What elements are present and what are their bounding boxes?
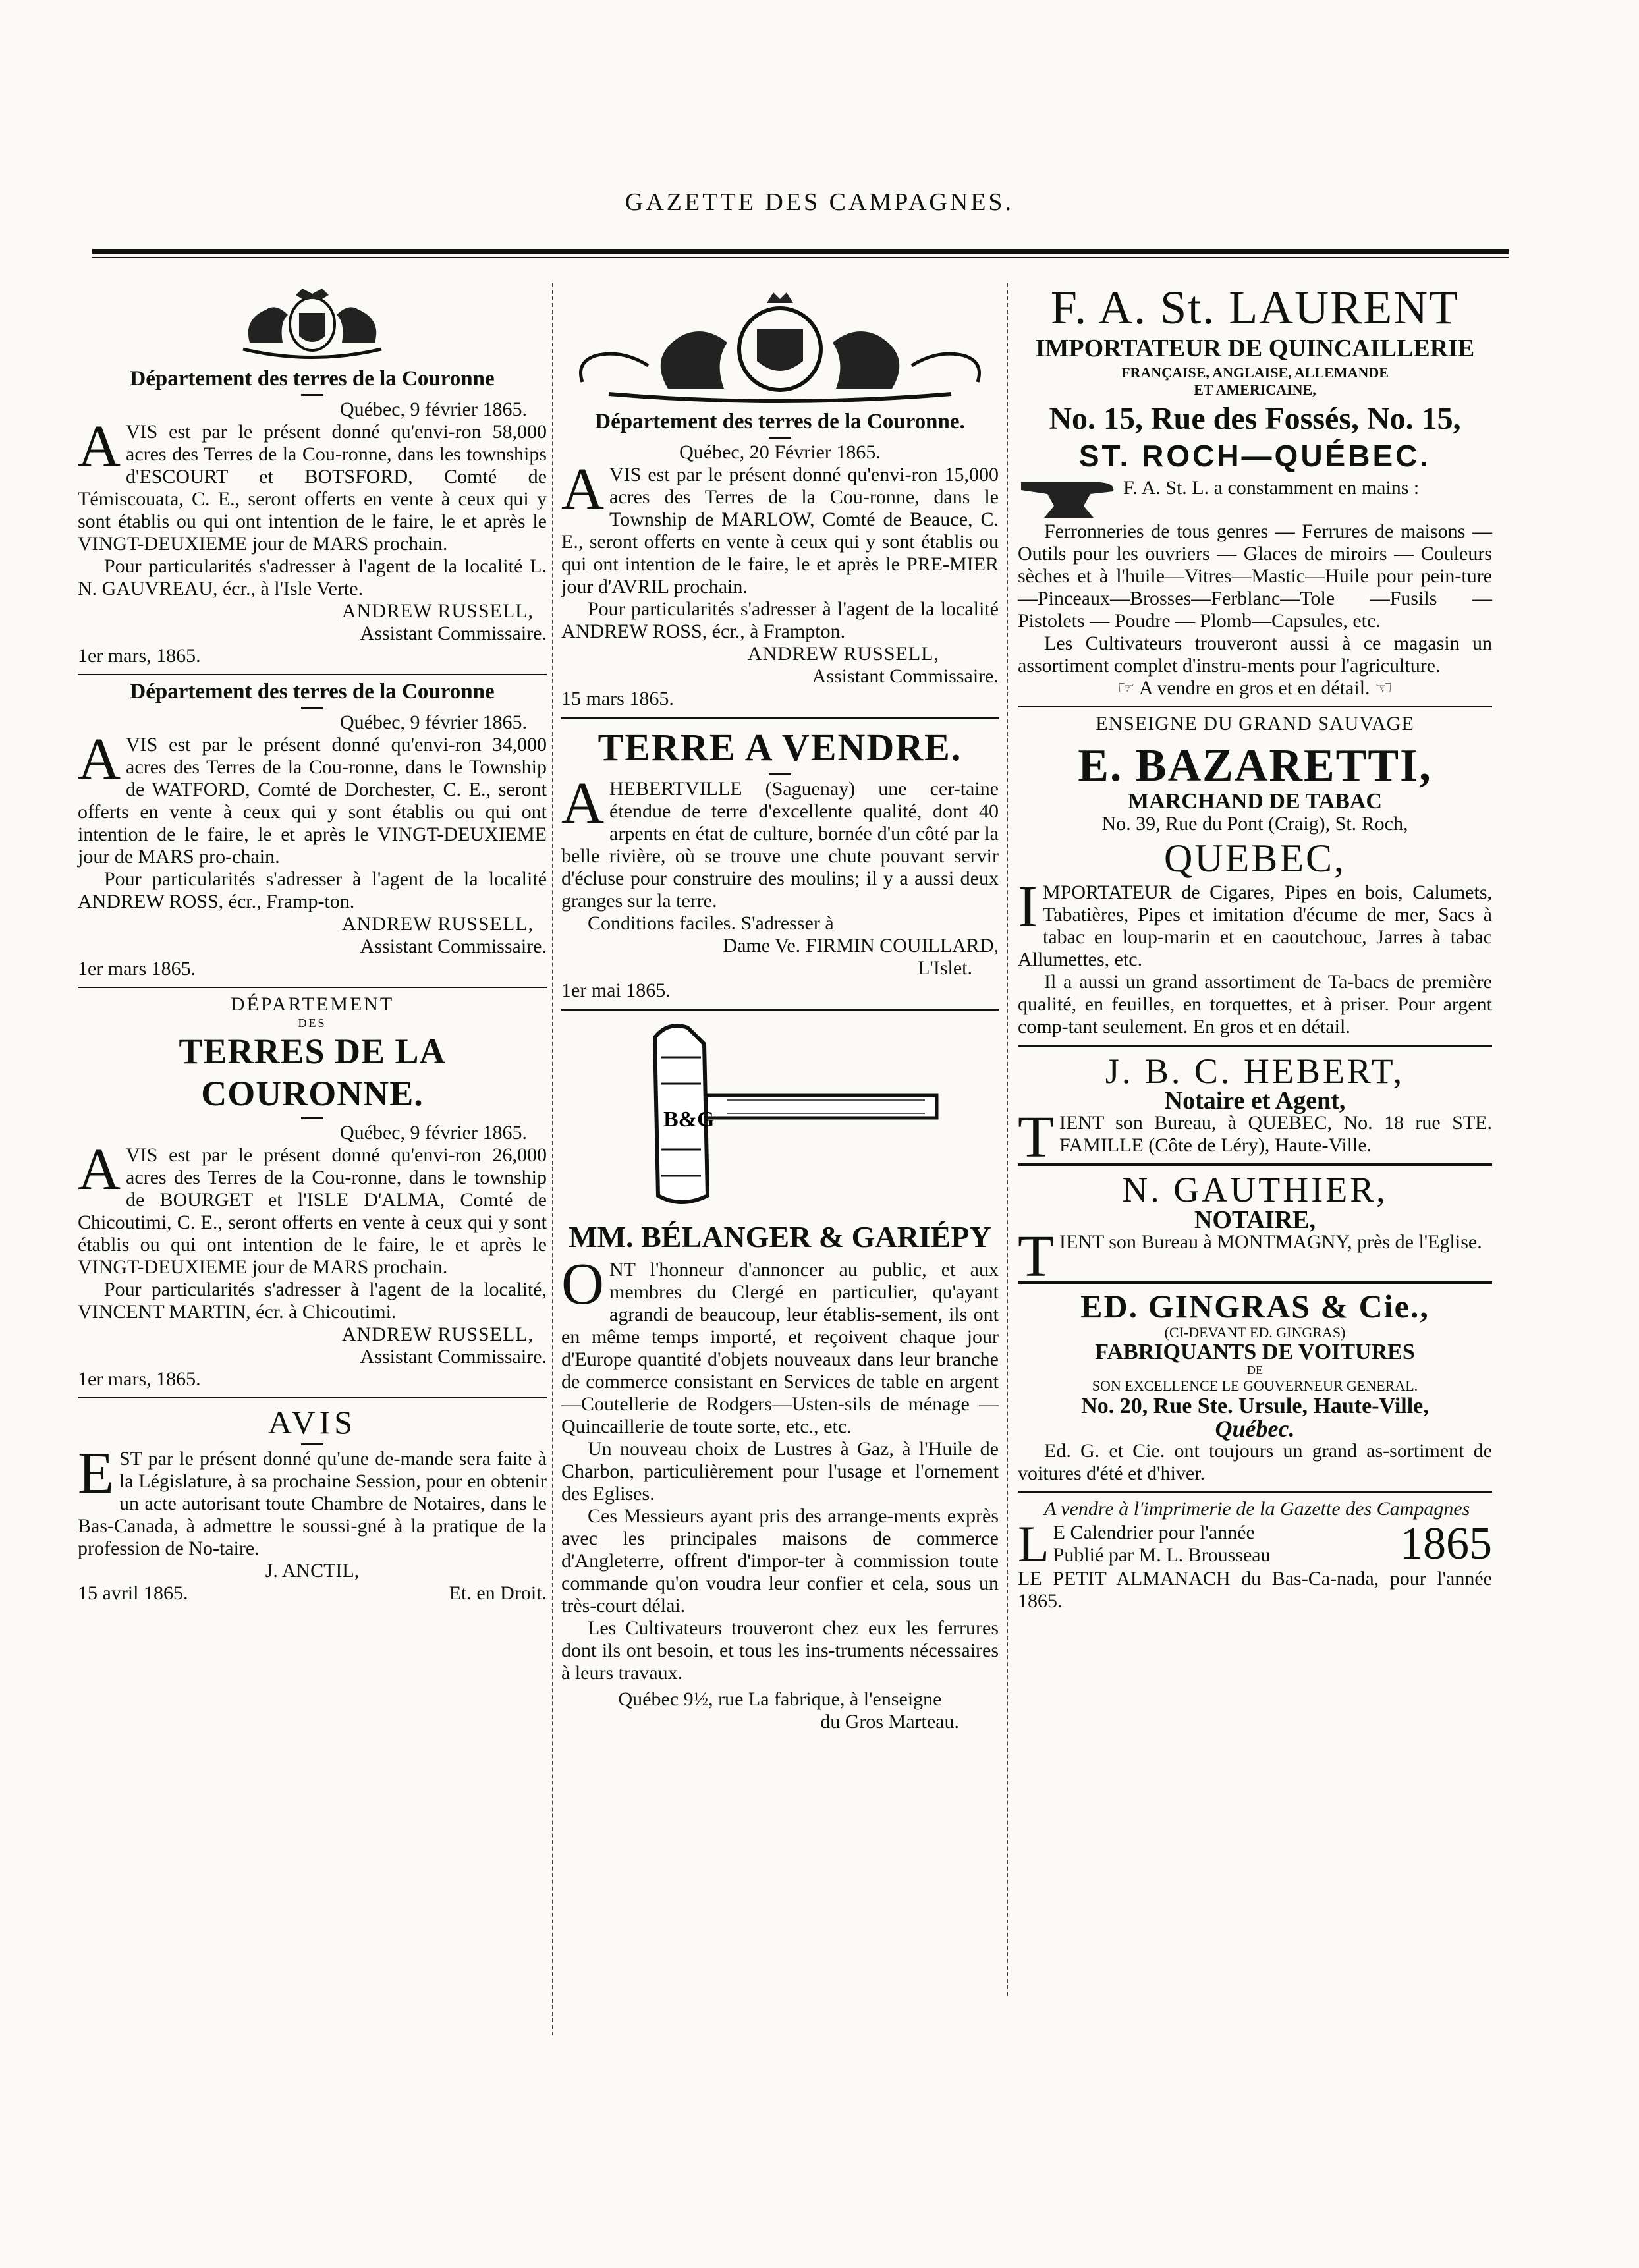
- notice-signer: ANDREW RUSSELL,: [747, 643, 939, 665]
- notice-des: DES: [298, 1016, 327, 1030]
- notice-particulars: Pour particularités s'adresser à l'agent de la localité L. N. GAUVREAU, écr., à l'Isle Verte.: [78, 555, 547, 599]
- drop-cap: A: [78, 1137, 121, 1202]
- terre-conditions: Conditions faciles. S'adresser à: [588, 912, 834, 934]
- notice-particulars: Pour particularités s'adresser à l'agent de la localité, VINCENT MARTIN, écr. à Chicoutimi.: [78, 1279, 547, 1323]
- notice-body: AVIS est par le présent donné qu'envi-ron 58,000 acres des Terres de la Cou-ronne, dans les townships d'ESCOURT et BOTSFORD, Comté de Témiscouata, C. E., seront offerts en vente à ceux qui y sont établis ou qui ont intention de le faire, le et après le VINGT-DEUXIEME jour de MARS prochain.: [78, 414, 547, 555]
- calendar-block: [1018, 1514, 1492, 1572]
- page-title: GAZETTE DES CAMPAGNES.: [625, 188, 1014, 216]
- gauthier-title: NOTAIRE,: [1194, 1206, 1316, 1234]
- notice-signer-role: Assistant Commissaire.: [360, 622, 547, 644]
- belanger-sign: du Gros Marteau.: [820, 1711, 959, 1732]
- hammer-icon: [596, 1018, 964, 1215]
- notice-issued-date: 1er mars 1865.: [78, 958, 196, 980]
- notice-signer: ANDREW RUSSELL,: [341, 600, 534, 622]
- drop-cap: O: [561, 1252, 604, 1317]
- notice-body: AVIS est par le présent donné qu'envi-ron 26,000 acres des Terres de la Cou-ronne, dans le township de BOURGET et l'ISLE D'ALMA, Comté de Chicoutimi, C. E., seront offerts en vente à ceux qui y sont établis ou qui ont intention de le faire, le et après le VINGT-DEUXIEME jour de MARS prochain.: [78, 1137, 547, 1278]
- gauthier-name: N. GAUTHIER,: [1122, 1170, 1388, 1210]
- notice-signer-role: Assistant Commissaire.: [812, 665, 999, 687]
- laurent-city: ST. ROCH—QUÉBEC.: [1078, 438, 1431, 473]
- royal-arms-icon: [569, 283, 991, 405]
- notice-date: Québec, 9 février 1865.: [339, 1122, 527, 1144]
- notice-issued-date: 15 mars 1865.: [561, 688, 674, 709]
- terre-title: TERRE A VENDRE.: [597, 726, 962, 769]
- notice-date: Québec, 20 Février 1865.: [679, 441, 881, 463]
- notice-signer-role: Assistant Commissaire.: [360, 1346, 547, 1368]
- bazaretti-sign: ENSEIGNE DU GRAND SAUVAGE: [1096, 713, 1414, 735]
- belanger-commission: Ces Messieurs ayant pris des arrange-ments exprès avec les principales maisons de commerce d'Angleterre, offrent d'impor-ter à commission toute commande qu'on voudra leur confier et cela, sous un très-court délai.: [561, 1505, 999, 1617]
- pointing-hand-icon: ☜: [1375, 677, 1393, 700]
- laurent-name: F. A. St. LAURENT: [1050, 281, 1460, 334]
- notice-particulars: Pour particularités s'adresser à l'agent de la localité ANDREW ROSS, écr., Framp-ton.: [78, 868, 547, 912]
- header-rule: [92, 249, 1509, 254]
- header-rule-thin: [92, 257, 1509, 258]
- belanger-body: ONT l'honneur d'annoncer au public, et aux membres du Clergé en particulier, qu'ayant agrandi de beaucoup, leur établis-sement, ils ont en même temps importé, et reçoivent chaque jour d'Europe quantité d'objets nouveaux dans leur branche de commerce consistant en Services de table en argent—Coutellerie de Rodgers—Usten-sils de ménage — Quincaillerie de toute sorte, etc., etc.: [561, 1252, 999, 1437]
- hammer-label: B&G: [663, 1107, 715, 1132]
- column-separator: [552, 283, 553, 2035]
- avis-signer: J. ANCTIL,: [265, 1560, 360, 1582]
- laurent-address: No. 15, Rue des Fossés, No. 15,: [1049, 401, 1461, 437]
- drop-cap: I: [1018, 873, 1038, 939]
- bazaretti-city: QUEBEC,: [1164, 836, 1346, 880]
- hebert-title: Notaire et Agent,: [1164, 1087, 1346, 1115]
- bazaretti-name: E. BAZARETTI,: [1078, 740, 1432, 792]
- drop-cap: L: [1018, 1514, 1049, 1572]
- drop-cap: E: [78, 1441, 114, 1506]
- notice-department: Département des terres de la Couronne: [130, 367, 495, 391]
- laurent-gros: ☞ A vendre en gros et en détail. ☜: [1117, 677, 1393, 700]
- avis-footer: [78, 1582, 547, 1605]
- anvil-icon: [1018, 477, 1117, 520]
- laurent-goods: Ferronneries de tous genres — Ferrures de maisons — Outils pour les ouvriers — Glaces de miroirs — Couleurs sèches et à l'huile—Vitres—Mastic—Huile pour pein-ture—Pinceaux—Brosses—Ferblanc—Tole —Fusils — Pistolets — Poudre — Plomb—Capsules, etc.: [1018, 520, 1492, 632]
- calendar-body: LE PETIT ALMANACH du Bas-Ca-nada, pour l'année 1865.: [1018, 1567, 1492, 1612]
- column-right: [1018, 277, 1492, 2037]
- calendar-line-1: E Calendrier pour l'année: [1053, 1521, 1255, 1543]
- avis-body: EST par le présent donné qu'une de-mande sera faite à la Législature, à sa prochaine Session, pour en obtenir un acte autorisant toute Chambre de Notaires, dans le Bas-Canada, à admettre le soussi-gné à la pratique de la profession de No-taire.: [78, 1441, 547, 1559]
- column-separator: [1007, 283, 1008, 1996]
- avis-title: AVIS: [267, 1404, 357, 1441]
- notice-department-small: DÉPARTEMENT: [230, 993, 395, 1015]
- notice-date: Québec, 9 février 1865.: [339, 399, 527, 420]
- belanger-title: MM. BÉLANGER & GARIÉPY: [569, 1220, 991, 1254]
- laurent-subtitle: IMPORTATEUR DE QUINCAILLERIE: [1035, 334, 1475, 362]
- belanger-lustres: Un nouveau choix de Lustres à Gaz, à l'Huile de Charbon, particulièrement pour l'usage et l'ornement des Eglises.: [561, 1438, 999, 1505]
- gingras-address: No. 20, Rue Ste. Ursule, Haute-Ville,: [1081, 1393, 1429, 1418]
- calendar-line-2: Publié par M. L. Brousseau: [1053, 1543, 1271, 1566]
- drop-cap: A: [561, 456, 604, 522]
- laurent-intro: F. A. St. L. a constamment en mains :: [1123, 477, 1420, 499]
- notice-issued-date: 1er mars, 1865.: [78, 1368, 201, 1390]
- bazaretti-assortment: Il a aussi un grand assortiment de Ta-bacs de première qualité, en feuilles, en torquettes, et à priser. Pour argent comp-tant seulement. En gros et en détail.: [1018, 970, 1492, 1037]
- notice-signer: ANDREW RUSSELL,: [341, 1323, 534, 1345]
- terre-place: L'Islet.: [918, 957, 972, 979]
- notice-issued-date: 1er mars, 1865.: [78, 645, 201, 667]
- drop-cap: T: [1018, 1224, 1054, 1290]
- bazaretti-trade: MARCHAND DE TABAC: [1128, 788, 1382, 814]
- drop-cap: A: [561, 771, 604, 836]
- avis-date: 15 avril 1865.: [78, 1582, 188, 1604]
- laurent-kinds-2: ET AMERICAINE,: [1194, 381, 1316, 399]
- belanger-cultivateurs: Les Cultivateurs trouveront chez eux les ferrures dont ils ont besoin, et tous les ins-truments nécessaires à leurs travaux.: [561, 1617, 999, 1684]
- notice-department: Département des terres de la Couronne: [130, 680, 495, 704]
- drop-cap: A: [78, 727, 121, 792]
- hebert-name: J. B. C. HEBERT,: [1105, 1051, 1405, 1091]
- notice-date: Québec, 9 février 1865.: [339, 711, 527, 733]
- column-left: [78, 277, 547, 2037]
- laurent-cultivateurs: Les Cultivateurs trouveront aussi à ce magasin un assortiment complet d'instru-ments pour l'agriculture.: [1018, 632, 1492, 677]
- drop-cap: A: [78, 414, 121, 479]
- notice-body: AVIS est par le présent donné qu'envi-ron 15,000 acres des Terres de la Cou-ronne, dans le Township de MARLOW, Comté de Beauce, C. E., seront offerts en vente à ceux qui y sont établis ou qui ont intention de le faire, le et après le PRE-MIER jour d'AVRIL prochain.: [561, 456, 999, 597]
- column-middle: [561, 277, 999, 2037]
- notice-particulars: Pour particularités s'adresser à l'agent de la localité ANDREW ROSS, écr., à Frampton.: [561, 598, 999, 642]
- hebert-body: TIENT son Bureau, à QUEBEC, No. 18 rue STE. FAMILLE (Côte de Léry), Haute-Ville.: [1018, 1105, 1492, 1171]
- notice-department-heading: TERRES DE LA COURONNE.: [179, 1032, 446, 1113]
- gingras-name: ED. GINGRAS & Cie.,: [1080, 1288, 1430, 1325]
- terre-date: 1er mai 1865.: [561, 980, 671, 1001]
- avis-role: Et. en Droit.: [449, 1582, 547, 1604]
- drop-cap: T: [1018, 1105, 1054, 1171]
- laurent-kinds: FRANÇAISE, ANGLAISE, ALLEMANDE: [1121, 364, 1389, 381]
- gingras-de: DE: [1247, 1363, 1263, 1377]
- notice-department: Département des terres de la Couronne.: [595, 410, 965, 433]
- notice-signer-role: Assistant Commissaire.: [360, 935, 547, 957]
- bazaretti-address: No. 39, Rue du Pont (Craig), St. Roch,: [1101, 812, 1408, 835]
- pointing-hand-icon: ☞: [1117, 677, 1135, 700]
- gauthier-body: TIENT son Bureau à MONTMAGNY, près de l'Eglise.: [1018, 1224, 1482, 1290]
- belanger-address: Québec 9½, rue La fabrique, à l'enseigne: [618, 1688, 942, 1710]
- terre-contact: Dame Ve. FIRMIN COUILLARD,: [723, 935, 999, 956]
- bazaretti-body: IMPORTATEUR de Cigares, Pipes en bois, Calumets, Tabatières, Pipes et imitation d'écume de mer, Sacs à tabac en loup-marin et en caoutchouc, Jarres à tabac Allumettes, etc.: [1018, 873, 1492, 970]
- notice-body: AVIS est par le présent donné qu'envi-ron 34,000 acres des Terres de la Cou-ronne, dans le Township de WATFORD, Comté de Dorchester, C. E., seront offerts en vente à ceux qui y sont établis ou qui ont intention de le faire, le et après le VINGT-DEUXIEME jour de MARS pro-chain.: [78, 727, 547, 868]
- gingras-patron: SON EXCELLENCE LE GOUVERNEUR GENERAL.: [1092, 1377, 1418, 1394]
- gingras-former: (CI-DEVANT ED. GINGRAS): [1164, 1323, 1346, 1341]
- notice-signer: ANDREW RUSSELL,: [341, 913, 534, 935]
- gingras-trade: FABRIQUANTS DE VOITURES: [1095, 1339, 1415, 1364]
- gingras-body: Ed. G. et Cie. ont toujours un grand as-sortiment de voitures d'été et d'hiver.: [1018, 1439, 1492, 1484]
- gingras-city: Québec.: [1215, 1415, 1295, 1442]
- calendar-intro: A vendre à l'imprimerie de la Gazette des Campagnes: [1044, 1497, 1470, 1520]
- coat-of-arms-icon: [230, 283, 395, 362]
- calendar-year: 1865: [1400, 1518, 1492, 1569]
- terre-body: AHEBERTVILLE (Saguenay) une cer-taine étendue de terre d'excellente qualité, dont 40 arpents en état de culture, bornée d'un côté par la belle rivière, où se trouve une chute pouvant servir d'écluse pour construire des moulins; il y a aussi deux granges sur la terre.: [561, 771, 999, 912]
